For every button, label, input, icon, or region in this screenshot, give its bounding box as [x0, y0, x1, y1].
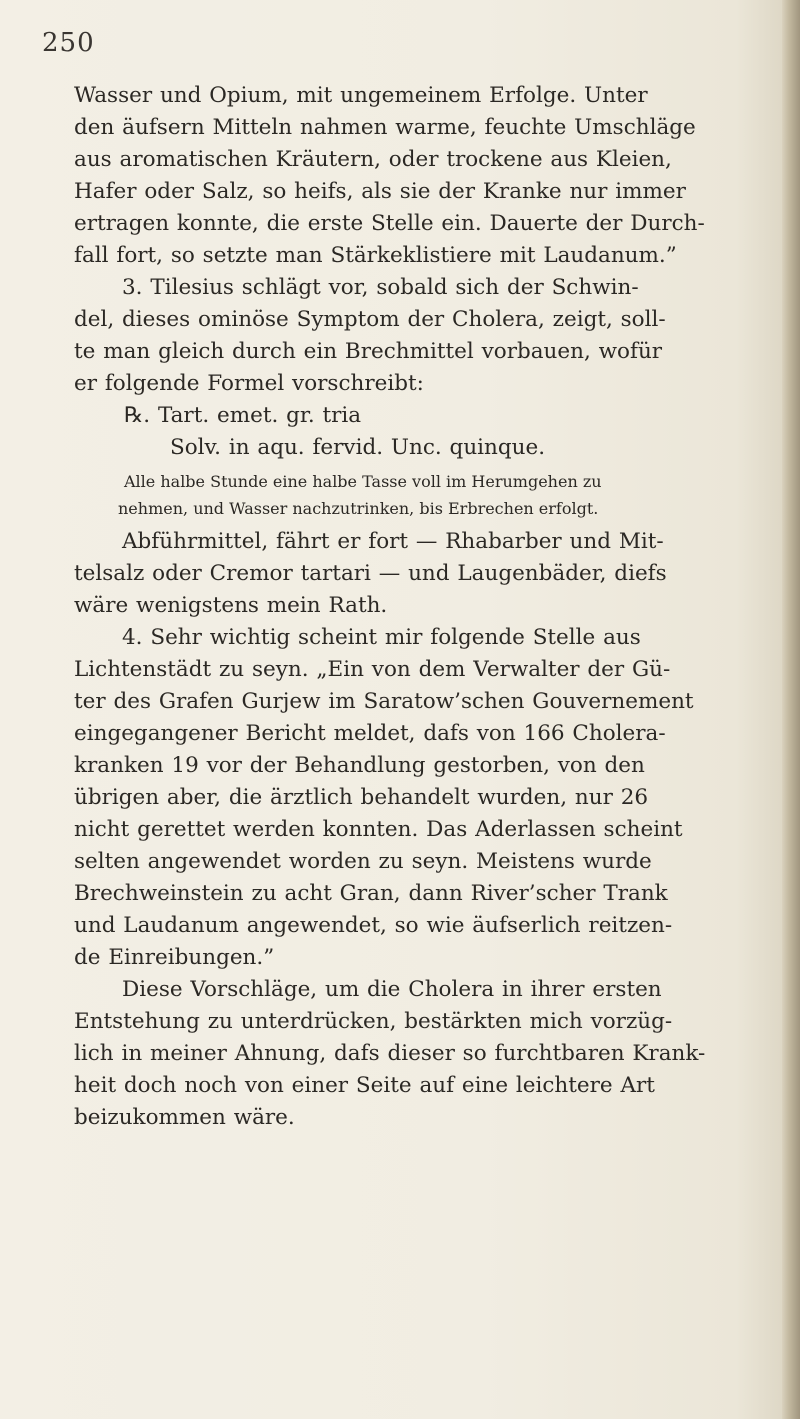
text-line: ter des Grafen Gurjew im Saratow’schen Gouvernement: [74, 689, 694, 714]
text-line: er folgende Formel vorschreibt:: [74, 371, 424, 396]
recipe-instruction-cont: nehmen, und Wasser nachzutrinken, bis Erbrechen erfolgt.: [118, 499, 599, 518]
text-line: ertragen konnte, die erste Stelle ein. Dauerte der Durch-: [74, 211, 705, 236]
text-line: wäre wenigstens mein Rath.: [74, 593, 388, 618]
text-line: heit doch noch von einer Seite auf eine leichtere Art: [74, 1073, 655, 1098]
page-edge-shadow: [782, 0, 800, 1419]
text-line: Brechweinstein zu acht Gran, dann River’scher Trank: [74, 881, 668, 906]
text-line: te man gleich durch ein Brechmittel vorbauen, wofür: [74, 339, 663, 364]
text-line: und Laudanum angewendet, so wie äufserlich reitzen-: [74, 913, 673, 938]
page-number: 250: [42, 28, 95, 58]
text-line: beizukommen wäre.: [74, 1105, 295, 1130]
text-line: Entstehung zu unterdrücken, bestärkten mich vorzüg-: [74, 1009, 673, 1034]
text-line: übrigen aber, die ärztlich behandelt wurden, nur 26: [74, 785, 649, 810]
text-line: den äufsern Mitteln nahmen warme, feuchte Umschläge: [74, 115, 696, 140]
text-line: nicht gerettet werden konnten. Das Aderlassen scheint: [74, 817, 683, 842]
text-line: eingegangener Bericht meldet, dafs von 166 Cholera-: [74, 721, 666, 746]
text-line: de Einreibungen.”: [74, 945, 275, 970]
recipe-line-2: Solv. in aqu. fervid. Unc. quinque.: [170, 435, 546, 460]
text-line: fall fort, so setzte man Stärkeklistiere mit Laudanum.”: [74, 243, 677, 268]
text-line: Lichtenstädt zu seyn. „Ein von dem Verwalter der Gü-: [74, 657, 671, 682]
text-line: Hafer oder Salz, so heifs, als sie der Kranke nur immer: [74, 179, 686, 204]
paragraph-5-start: Diese Vorschläge, um die Cholera in ihrer ersten: [122, 977, 662, 1002]
text-line: telsalz oder Cremor tartari — und Laugenbäder, diefs: [74, 561, 667, 586]
text-line: Wasser und Opium, mit ungemeinem Erfolge. Unter: [74, 83, 648, 108]
text-line: selten angewendet worden zu seyn. Meistens wurde: [74, 849, 652, 874]
paragraph-4-start: 4. Sehr wichtig scheint mir folgende Stelle aus: [122, 625, 641, 650]
body-text: [74, 80, 764, 1134]
text-line: lich in meiner Ahnung, dafs dieser so furchtbaren Krank-: [74, 1041, 706, 1066]
text-line: Abführmittel, fährt er fort — Rhabarber und Mit-: [122, 529, 664, 554]
text-line: kranken 19 vor der Behandlung gestorben, von den: [74, 753, 645, 778]
recipe-instruction: Alle halbe Stunde eine halbe Tasse voll im Herumgehen zu: [124, 472, 602, 491]
text-line: del, dieses ominöse Symptom der Cholera, zeigt, soll-: [74, 307, 666, 332]
text-line: aus aromatischen Kräutern, oder trockene aus Kleien,: [74, 147, 672, 172]
paragraph-3-start: 3. Tilesius schlägt vor, sobald sich der Schwin-: [122, 275, 639, 300]
recipe-line-1: ℞. Tart. emet. gr. tria: [124, 403, 362, 428]
